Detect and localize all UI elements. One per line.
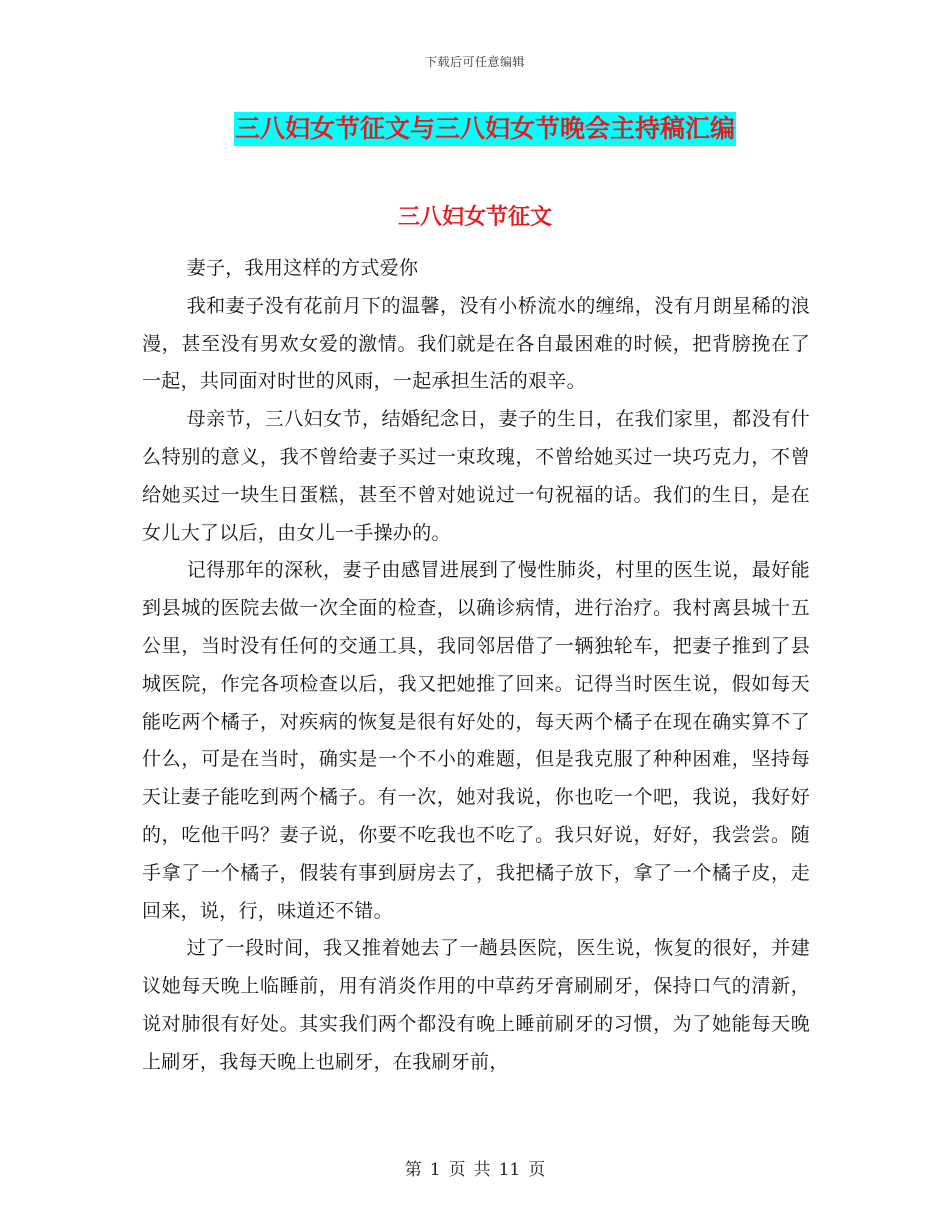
paragraph-4: 过了一段时间，我又推着她去了一趟县医院，医生说，恢复的很好，并建议她每天晚上临睡前，用有消炎作用的中草药牙膏刷刷牙，保持口气的清新，说对肺很有好处。其实我们两个都没有晚上睡前刷牙的习惯，为了她能每天晚上刷牙，我每天晚上也刷牙，在我刷牙前， xyxy=(142,937,810,1073)
article-subtitle: 妻子，我用这样的方式爱你 xyxy=(186,257,419,279)
footer-page-label: 页 xyxy=(448,1160,466,1180)
main-title: 三八妇女节征文与三八妇女节晚会主持稿汇编 xyxy=(234,112,736,146)
footer-total-pages: 11 xyxy=(498,1160,521,1180)
paragraph-3: 记得那年的深秋，妻子由感冒进展到了慢性肺炎，村里的医生说，最好能到县城的医院去做一次全面的检查，以确诊病情，进行治疗。我村离县城十五公里，当时没有任何的交通工具，我同邻居借了一辆独轮车，把妻子推到了县城医院，作完各项检查以后，我又把她推了回来。记得当时医生说，假如每天能吃两个橘子，对疾病的恢复是很有好处的，每天两个橘子在现在确实算不了什么，可是在当时，确实是一个不小的难题，但是我克服了种种困难，坚持每天让妻子能吃到两个橘子。有一次，她对我说，你也吃一个吧，我说，我好好的，吃他干吗？妻子说，你要不吃我也不吃了。我只好说，好好，我尝尝。随手拿了一个橘子，假装有事到厨房去了，我把橘子放下，拿了一个橘子皮，走回来，说，行，味道还不错。 xyxy=(142,559,810,922)
paragraph-1: 我和妻子没有花前月下的温馨，没有小桥流水的缠绵，没有月朗星稀的浪漫，甚至没有男欢女爱的激情。我们就是在各自最困难的时候，把背膀挽在了一起，共同面对时世的风雨，一起承担生活的艰辛。 xyxy=(142,294,810,393)
footer-current-page: 1 xyxy=(429,1160,441,1180)
page-header-note: 下载后可任意编辑 xyxy=(424,55,525,69)
paragraph-2: 母亲节，三八妇女节，结婚纪念日，妻子的生日，在我们家里，都没有什么特别的意义，我不曾给妻子买过一束玫瑰，不曾给她买过一块巧克力，不曾给她买过一块生日蛋糕，甚至不曾对她说过一句祝福的话。我们的生日，是在女儿大了以后，由女儿一手操办的。 xyxy=(142,408,810,544)
main-title-container xyxy=(234,112,736,148)
footer-total-prefix: 共 xyxy=(473,1160,491,1180)
footer-suffix: 页 xyxy=(528,1160,546,1180)
section-title: 三八妇女节征文 xyxy=(397,205,552,230)
footer-prefix: 第 xyxy=(404,1160,422,1180)
article-body xyxy=(142,250,810,1082)
page-number-footer xyxy=(0,1155,950,1180)
